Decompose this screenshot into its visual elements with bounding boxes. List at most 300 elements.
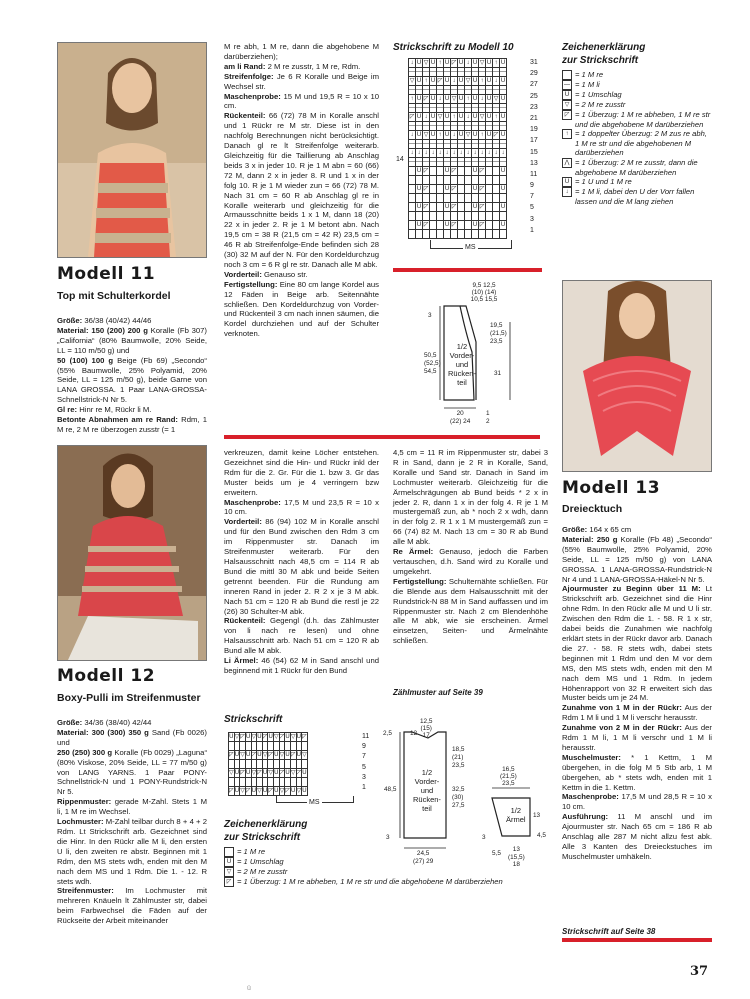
chart-cell: ◸ [409,113,415,120]
chart-cell: — [423,122,429,129]
paragraph-text: 15 M und 19,5 R = 10 x 10 cm. [224,91,379,111]
chart-cell: U [500,203,506,210]
chart-cell: U [268,733,273,740]
chart-cell: ▽ [479,59,485,66]
chart-cell: — [458,104,464,111]
paragraph [562,753,712,793]
schem12-top-12: 12 [410,730,418,737]
chart-cell: U [472,77,478,84]
chart-cell: — [493,122,499,129]
chart-cell: ▽ [479,113,485,120]
chart-cell: — [479,68,485,75]
chart-cell: ◸ [451,221,457,228]
row-number: 29 [530,70,538,78]
chart-cell [437,230,444,239]
chart-cell: ▽ [423,59,429,66]
chart-cell [479,230,486,239]
chart-cell [458,203,465,212]
chart-cell [458,176,465,185]
chart-cell: — [458,86,464,93]
paragraph [224,280,379,339]
legend-text: = 1 M re [575,70,604,79]
chart-cell: ▽ [251,769,257,776]
chart-cell: U [246,769,251,776]
chart-cell: — [500,140,506,147]
chart-cell: ▽ [465,77,471,84]
paragraph-label: Rippenmuster: [57,797,112,807]
chart-cell: — [409,158,415,165]
chart-cell: U [416,59,422,66]
schem12-sleeve-right-13: 13 [533,812,541,819]
paragraph [224,111,379,270]
divider-rule [224,435,540,439]
chart-cell: — [500,122,506,129]
paragraph [57,728,207,748]
paragraph [562,812,712,862]
model-13-title: Modell 13 [562,478,661,498]
chart-cell: — [423,104,429,111]
chart-cell: ◸ [240,769,245,776]
chart-cell: ▽ [229,769,234,776]
chart-cell: — [430,104,436,111]
chart-cell: U [444,167,450,174]
chart10-ms-label: MS [465,244,476,251]
chart-cell [486,221,493,230]
chart-cell: — [430,86,436,93]
legend-symbol-icon [224,847,234,857]
chart-cell: U [500,131,506,138]
chart-cell: — [458,158,464,165]
legend-item [562,177,712,187]
chart-cell: ▽ [257,787,262,794]
chart-cell: — [472,104,478,111]
row-number: 21 [530,114,538,122]
chart-cell: U [251,787,256,794]
chart-cell: ↓ [466,113,470,120]
chart-cell [416,194,423,203]
chart-cell [486,194,493,203]
chart-cell: U [285,769,290,776]
chart-cell: ▽ [268,769,273,776]
divider-rule [562,938,712,942]
legend-symbol-icon: ↓ [562,187,572,197]
chart-cell: ↓ [487,149,491,156]
legend-item [562,187,712,206]
paragraph [393,577,548,646]
paragraph [393,448,548,547]
chart-cell: U [458,131,464,138]
chart-cell: — [437,140,443,147]
paragraph-label: Maschenprobe: [224,497,281,507]
paragraph-label: Re Ärmel: [393,547,434,557]
chart-cell: ▽ [274,733,279,740]
chart-cell: ↑ [494,113,498,120]
row-number: 31 [530,59,538,66]
paragraph-text: M re abh, 1 M re, dann die abgehobene M darüberziehen); [224,42,379,61]
chart-cell: — [451,104,457,111]
paragraph-text: 46 (54) 62 M in Sand anschl und beginnend mit 1 Rückr für den Bund [224,656,379,675]
chart-cell: — [451,122,457,129]
chart-cell [458,221,465,230]
chart-cell: U [458,77,464,84]
chart-cell [437,194,444,203]
paragraph-text: Gegengl (d.h. das Zählmuster von li nach re lesen) und ohne Halsausschnitt arb. Nach 51 cm = 120 R ab Bund alle M abk. [224,616,379,656]
chart-cell [437,221,444,230]
chart-cell [465,194,472,203]
chart-cell: U [472,221,478,228]
chart-cell [479,194,486,203]
chart-cell [465,176,472,185]
paragraph-label: Maschenprobe: [224,91,281,101]
row-number: 27 [530,81,538,89]
chart12-ms-label: MS [309,799,320,806]
chart-cell: U [246,751,251,758]
paragraph [57,316,207,326]
paragraph-label: Material: 250 g [562,534,618,544]
chart-cell: U [444,113,450,120]
paragraph-text: Genauso str. [261,269,308,279]
chart-cell [423,176,430,185]
chart-cell: U [472,113,478,120]
paragraph-label: Rückenteil: [224,111,266,121]
chart-cell: — [479,158,485,165]
chart-cell [472,194,479,203]
chart-cell: — [437,104,443,111]
chart-cell: U [472,185,478,192]
chart-cell: ↓ [494,77,498,84]
row-number: 15 [530,148,538,156]
chart-cell [493,194,500,203]
chart-cell: ▽ [279,751,285,758]
schem12-sleeve-bottom-left: 3 [482,834,486,841]
chart-cell: U [486,113,492,120]
chart-cell: — [409,86,415,93]
chart-cell [302,742,308,751]
paragraph-text: 17,5 M und 23,5 R = 10 x 10 cm. [224,497,379,517]
chart-cell: ◸ [479,185,485,192]
chart-cell [500,212,507,221]
paragraph-label: Größe: [57,718,83,727]
paragraph-label: Ausführung: [562,812,609,822]
chart-cell: — [416,68,422,75]
chart-cell: — [472,158,478,165]
chart-cell: — [444,104,450,111]
legend-symbol-icon: ↑ [562,129,572,139]
schem12-sleeve-label: 1/2 Ärmel [506,806,526,824]
paragraph-text: M-Zahl teilbar durch 8 + 4 + 2 Rdm. Lt Strickschrift arb. Gezeichnet sind die Hinr. In den Rückr alle M li, den ersten U li, den zweiten re abstr. Beginnen mit 1 Rdm, den MS stets wdh, enden mit den M nach dem MS und 1 Rdm. Die 1. - 12. R stets wdh. [57,817,207,886]
chart-cell: ▽ [251,733,257,740]
chart-cell: — [423,86,429,93]
photo-modell-11 [57,42,207,258]
paragraph-label: Maschenprobe: [562,792,619,802]
chart-cell: — [416,122,422,129]
chart-cell: — [451,86,457,93]
chart-cell: — [444,158,450,165]
chart-cell: ↓ [410,131,414,138]
chart-cell: U [444,221,450,228]
legend-item [562,100,712,110]
chart-cell: — [465,122,471,129]
chart-cell: U [486,95,492,102]
paragraph [562,584,712,703]
chart-cell [409,176,416,185]
chart-cell: ▽ [290,733,296,740]
paragraph-label: 250 (250) 300 g [57,747,113,757]
schem12-sleeve-bottom: 13 (15,5) 18 [508,846,525,868]
chart-cell [451,230,458,239]
legend-text: = 2 M re zusstr [237,867,288,876]
chart-cell [486,185,493,194]
schem12-right-a: 18,5 (21) 23,5 [452,746,465,769]
chart-grid [408,58,507,239]
schem11-bottom: 20 (22) 24 [450,410,471,425]
row-number: 23 [530,103,538,111]
chart-cell [409,212,416,221]
chart-cell: ◸ [245,787,251,794]
chart-cell: — [409,68,415,75]
chart-cell [500,230,507,239]
chart-cell: ▽ [262,751,268,758]
chart-cell: ↑ [438,131,442,138]
chart-cell: ▽ [437,113,443,120]
paragraph-text: Schulternähte schließen. Für die Blende aus dem Halsausschnitt mit der Rundstrick-N 88 M in Sand auffassen und im Rippenmuster str. Nach 2 cm Blendenhöhe alle M abk, wie sie erscheinen. Ärmel einsetzen, Seiten- und Ärmelnähte schließen. [393,576,548,646]
legend-symbol-icon: — [564,82,570,88]
chart-cell: — [493,104,499,111]
paragraph [224,270,379,280]
legend-symbol-icon: ◸ [562,110,572,120]
chart-cell [493,176,500,185]
legend-text: = 1 Überzug: 1 M re abheben, 1 M re str und die abgehobene M darüberziehen [237,877,503,886]
chart-cell: U [291,787,296,794]
chart-cell: ▽ [409,77,415,84]
paragraph-label: Größe: [562,525,588,534]
chart-cell: — [493,86,499,93]
schem12-left-485: 48,5 [384,786,397,793]
chart-cell: ↓ [417,149,421,156]
chart-cell: U [500,59,506,66]
schem11-left-3: 3 [428,312,432,319]
paragraph [57,405,207,415]
legend12-title-2: zur Strickschrift [224,832,301,843]
chart-cell: U [500,167,506,174]
chart-cell: — [472,86,478,93]
paragraph [562,535,712,585]
chart-cell: U [416,131,422,138]
chart-cell: — [486,140,492,147]
chart-cell: ◸ [229,787,234,794]
chart-cell [409,185,416,194]
row-number: 17 [530,137,538,145]
paragraph-label: Zunahme von 2 M in der Rückr: [562,723,682,733]
chart-cell: — [465,68,471,75]
schem11-right: 19,5 (21,5) 23,5 [490,322,507,345]
chart-cell: — [430,122,436,129]
model-11-title: Modell 11 [57,264,156,284]
paragraph-label: Streifenmuster: [57,886,114,896]
chart-grid [228,732,308,796]
paragraph-text: 164 x 65 cm [587,525,632,534]
chart-cell [465,185,472,194]
row-number: 1 [362,783,366,791]
paragraph [224,42,379,62]
chart-cell [409,221,416,230]
chart-cell: ◸ [257,769,262,776]
legend-item [224,877,544,887]
chart10-title: Strickschrift zu Modell 10 [393,42,514,53]
chart-cell: ▽ [296,787,302,794]
legend-text: = 1 M li, dabei den U der Vorr fallen lassen und die M lang ziehen [575,187,695,206]
chart-cell: — [444,140,450,147]
chart-cell [458,230,465,239]
chart-cell [423,194,430,203]
chart-cell [486,230,493,239]
model-12-subtitle: Boxy-Pulli im Streifenmuster [57,692,201,704]
model-13-subtitle: Dreiecktuch [562,503,623,515]
chart-cell [465,167,472,176]
chart-cell: ◸ [451,167,457,174]
chart-cell: — [451,140,457,147]
paragraph-text: Beige (Fb 69) „Secondo“ (55% Baumwolle, 25% Polyamid, 20% Seide, LL = 125 m/50 g), beide Garne von LANA GROSSA. 1 Paar LANA-GROSSA-Schnellstrick-N Nr 5. [57,355,207,405]
chart-cell: — [500,158,506,165]
chart-cell: ↓ [424,113,428,120]
chart-cell: — [479,86,485,93]
chart-cell [486,203,493,212]
chart12-title: Strickschrift [224,714,283,725]
chart-cell [430,185,437,194]
legend-text: = 2 M re zusstr [575,100,626,109]
chart-cell: ◸ [279,769,285,776]
chart-cell: — [437,122,443,129]
legend-symbol-icon: U [562,90,572,100]
paragraph-text: 86 (94) 102 M in Koralle anschl und für den Bund zwischen den Rdm 3 cm im Rippenmuster str. Danach im Streifenmuster weiterarb. Für den Halsausschnitt nach 48,5 cm = 114 R ab Bund die mittl 30 M abk und beide Seiten getrennt beenden. Für die Rundung am inneren Rand in jeder 2. R 2 x je 3 M abk. Nach 51 cm = 120 R ab Bund die restl je 22 (26) 30 Schulter-M abk. [224,517,379,616]
chart-cell: U [416,95,422,102]
chart-cell [430,221,437,230]
chart-cell: ↓ [410,149,414,156]
chart-cell: ↑ [480,77,484,84]
chart-cell: ▽ [493,95,499,102]
chart-cell [416,230,423,239]
chart-cell: U [458,59,464,66]
chart-cell [302,760,308,769]
chart-cell: — [486,104,492,111]
chart-cell [423,212,430,221]
chart-cell: U [274,787,279,794]
chart-cell: ◸ [290,751,296,758]
chart-cell: — [416,104,422,111]
row-number: 5 [362,763,366,771]
chart-cell [444,176,451,185]
chart-cell [465,203,472,212]
chart-cell [479,176,486,185]
chart-cell: U [458,113,464,120]
chart-cell [500,194,507,203]
paragraph-text: * 1 Kettm, 1 M übergehen, in die folg M 5 Stb arb, 1 M übergehen, ab * stets wdh, enden mit 1 Kettm in die 1. Kettm. [562,752,712,792]
chart-cell: ↑ [494,59,498,66]
chart-cell: ▽ [451,95,457,102]
chart-cell: U [257,733,262,740]
paragraph-text: 4,5 cm = 11 R im Rippenmuster str, dabei 3 R in Sand, dann je 2 R in Koralle, Sand, Koralle und Sand str. Danach in Sand im Lochmuster weiterarb. Gleichzeitig für die Ärmelschrägungen ab Bund beids * 2 x in jeder 2. R, dann 1 x in der folg 4. R je 1 M mustergemäß zun, ab * noch 2 x wdh, dann in der folg 2. R 1 x 1 M mustergemäß zun = 66 (74) 82 M. Nach 13 cm = 30 R ab Bund alle M abk. [393,448,548,547]
chart-cell [416,212,423,221]
schem12-right-b: 32,5 (30) 27,5 [452,786,465,809]
chart-cell: U [486,77,492,84]
paragraph-text: 2 M re zusstr, 1 M re, Rdm. [265,61,361,71]
chart-cell: — [486,158,492,165]
paragraph-label: Ajourmuster zu Beginn über 11 M: [562,584,701,594]
chart-cell: ▽ [465,131,471,138]
chart-cell: — [472,140,478,147]
paragraph [224,616,379,656]
text-column-m11b [224,42,379,339]
chart-cell: U [444,95,450,102]
chart-cell [486,176,493,185]
chart-cell [458,212,465,221]
row-number: 3 [530,215,534,223]
paragraph-text: Aus der Rdm 1 M li, 1 M li verschr und 1 M li herausstr. [562,723,712,752]
chart-cell [444,194,451,203]
paragraph-label: am li Rand: [224,61,266,71]
chart-cell: — [444,86,450,93]
chart-cell [409,194,416,203]
paragraph-text: Im Lochmuster mit mehreren Knäueln lt Zählmuster str, dabei beim Farbwechsel die Fäden auf der Rückseite der Arbeit miteinander [57,886,207,926]
chart-cell [493,203,500,212]
paragraph [224,62,379,72]
chart-cell: U [274,751,279,758]
chart-cell [423,230,430,239]
chart-cell: U [430,77,436,84]
chart-cell: ↑ [480,131,484,138]
chart-cell: ◸ [423,167,429,174]
chart-cell: — [493,68,499,75]
chart-cell: ▽ [240,787,245,794]
chart-cell: ▽ [279,787,285,794]
chart-cell: ◸ [423,203,429,210]
paragraph [57,886,207,926]
chart-cell: ↓ [452,77,456,84]
chart-cell [437,167,444,176]
chart-cell: — [479,140,485,147]
paragraph-label: Vorderteil: [224,517,262,527]
chart-cell: — [423,68,429,75]
chart-cell: U [500,95,506,102]
legend10-list [562,70,712,206]
chart-cell [458,185,465,194]
legend-text: = 1 Überzug: 2 M re zusstr, dann die abgehobene M darüberziehen [575,157,698,177]
legend-text: = 1 M li [575,80,600,89]
chart-cell: ◸ [285,787,290,794]
chart-cell: U [472,167,478,174]
row-number: 3 [362,773,366,781]
chart-cell: ◸ [493,131,499,138]
chart-cell [430,194,437,203]
legend-text: = 1 Umschlag [575,90,622,99]
chart-cell [465,221,472,230]
chart-cell: — [500,86,506,93]
chart-cell: ◸ [423,221,429,228]
chart-cell [486,167,493,176]
chart-cell: — [479,122,485,129]
chart-cell: — [465,140,471,147]
paragraph-text: Koralle (Fb 307) „California“ (80% Baumwolle, 20% Seide, LL = 110 m/50 g) und [57,325,207,355]
paragraph-label: Muschelmuster: [562,752,621,762]
chart-cell [444,212,451,221]
chart-cell: ↑ [438,59,442,66]
chart-cell: — [423,158,429,165]
paragraph-text: Genauso, jedoch die Farben vertauschen, d.h. Sand wird zu Koralle und umgekehrt. [393,547,548,576]
paragraph-label: Material: 150 (200) 200 g [57,325,148,335]
chart-cell: — [430,158,436,165]
chart-cell: — [409,122,415,129]
paragraph-label: Gl re: [57,405,78,415]
